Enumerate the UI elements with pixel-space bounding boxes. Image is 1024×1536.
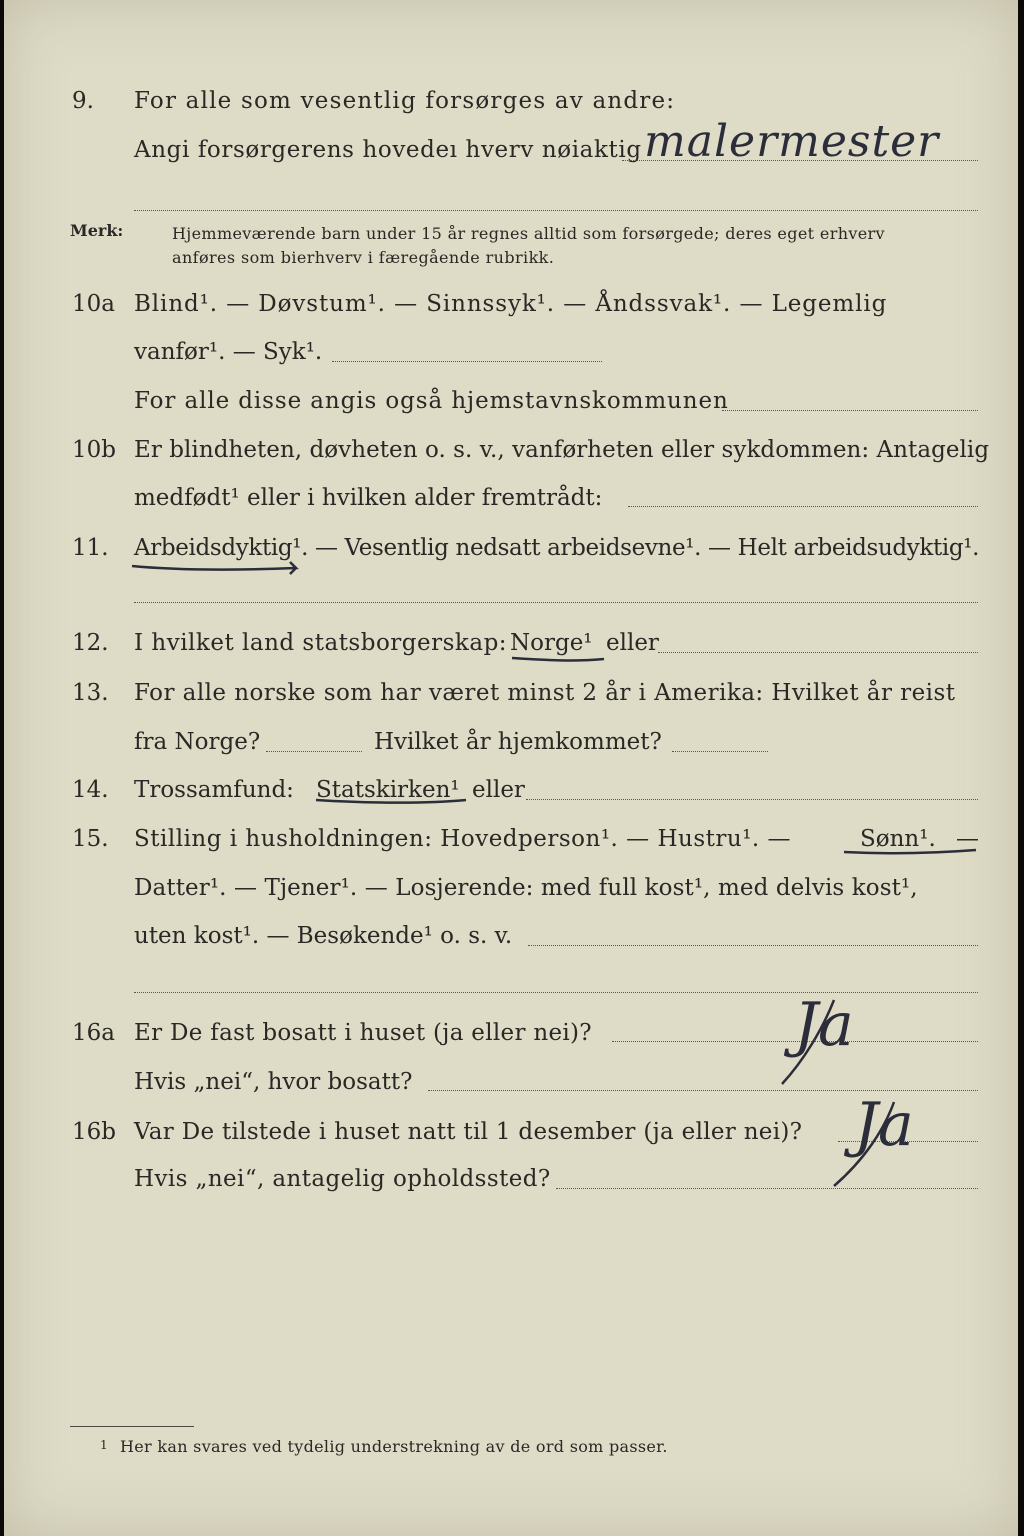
q12-norge-option: Norge¹ [510,630,593,656]
q16b-ja-stroke [834,1102,894,1186]
q13-line1: For alle norske som har været minst 2 år i Amerika: Hvilket år reist [134,680,956,706]
q15-line1b: — [956,826,979,852]
q10a-line3: For alle disse angis også hjemstavnskommunen [134,388,729,414]
q12-suffix: eller [606,630,659,656]
q10b-line2: medfødt¹ eller i hvilken alder fremtrådt: [134,485,603,511]
q15-line1a: Stilling i husholdningen: Hovedperson¹. — Hustru¹. — [134,826,792,852]
q12-prefix: I hvilket land statsborgerskap: [134,630,508,656]
q16a-line1: Er De fast bosatt i huset (ja eller nei)? [134,1020,592,1046]
q12-number: 12. [72,630,109,656]
q15-number: 15. [72,826,109,852]
handwritten-underlines [4,0,1018,1536]
census-form-page [4,0,1018,1536]
q15-line3: uten kost¹. — Besøkende¹ o. s. v. [134,923,513,949]
q10a-line2: vanfør¹. — Syk¹. [134,339,323,365]
q9-line2: Angi forsørgerens hovedeı hverv nøiaktig [134,137,642,163]
q16b-number: 16b [72,1119,116,1145]
q16b-handwritten-answer: Ja [854,1090,914,1160]
q16b-line1: Var De tilstede i huset natt til 1 desember (ja eller nei)? [134,1119,803,1145]
merk-line2: anføres som bierhverv i færegående rubrikk. [172,248,555,267]
q13-line2a: fra Norge? [134,729,261,755]
merk-label: Merk: [70,221,124,240]
q16a-ja-stroke [782,1000,834,1084]
q14-suffix: eller [472,777,525,803]
q9-handwritten-answer: malermester [644,116,940,167]
q12-norge-underline [512,658,604,661]
q11-number: 11. [72,535,109,561]
q13-line2b: Hvilket år hjemkommet? [374,729,662,755]
q16a-line2: Hvis „nei“, hvor bosatt? [134,1069,413,1095]
q14-number: 14. [72,777,109,803]
q10a-line1: Blind¹. — Døvstum¹. — Sinnssyk¹. — Åndssvak¹. — Legemlig [134,291,888,317]
footnote-mark: 1 [100,1438,108,1452]
q15-sonn-option: Sønn¹. [860,826,936,852]
q11-line1: Arbeidsdyktig¹. — Vesentlig nedsatt arbeidsevne¹. — Helt arbeidsudyktig¹. [134,535,980,561]
q15-line2: Datter¹. — Tjener¹. — Losjerende: med full kost¹, med delvis kost¹, [134,875,918,901]
q9-number: 9. [72,88,94,114]
q16a-number: 16a [72,1020,115,1046]
q10b-line1: Er blindheten, døvheten o. s. v., vanførheten eller sykdommen: Antagelig [134,437,990,463]
q10a-number: 10a [72,291,115,317]
q14-statskirken-option: Statskirken¹ [316,777,460,803]
q15-sonn-underline [844,850,976,853]
q16a-handwritten-answer: Ja [794,990,854,1060]
footnote-text: Her kan svares ved tydelig understrekning av de ord som passer. [120,1437,668,1456]
q13-number: 13. [72,680,109,706]
q11-arbeidsdyktig-underline [132,562,296,574]
q14-prefix: Trossamfund: [134,777,294,803]
q16b-line2: Hvis „nei“, antagelig opholdssted? [134,1166,551,1192]
q10b-number: 10b [72,437,116,463]
q14-statskirken-underline [316,800,466,803]
q9-line1: For alle som vesentlig forsørges av andre: [134,88,676,114]
merk-line1: Hjemmeværende barn under 15 år regnes alltid som forsørgede; deres eget erhverv [172,224,885,243]
